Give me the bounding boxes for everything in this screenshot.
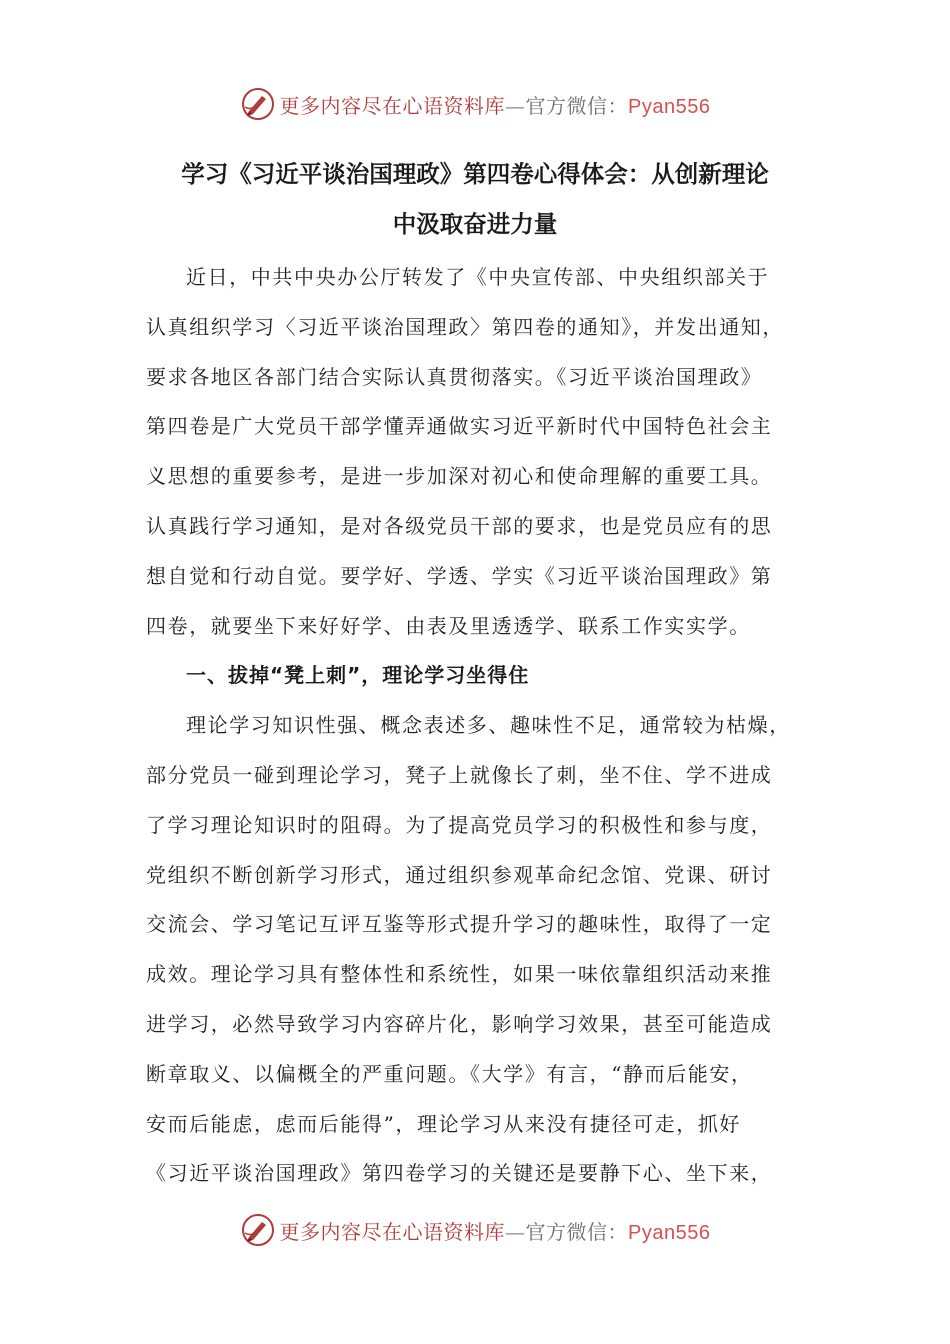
paragraph-line: 近日，中共中央办公厅转发了《中央宣传部、中央组织部关于 <box>186 265 770 289</box>
watermark-handle: Pyan556 <box>628 1221 711 1244</box>
watermark-brand: 更多内容尽在心语资料库 <box>279 1219 506 1244</box>
paragraph-line: 想自觉和行动自觉。要学好、学透、学实《习近平谈治国理政》第 <box>146 563 773 588</box>
paragraph-line: 认真践行学习通知，是对各级党员干部的要求，也是党员应有的思 <box>146 513 773 538</box>
document-title-line-1: 学习《习近平谈治国理政》第四卷心得体会：从创新理论 <box>181 160 769 188</box>
watermark-banner-bottom <box>0 1208 950 1252</box>
paragraph-line: 第四卷是广大党员干部学懂弄通做实习近平新时代中国特色社会主 <box>146 414 773 439</box>
pen-logo-icon <box>240 1212 276 1248</box>
paragraph-line: 进学习，必然导致学习内容碎片化，影响学习效果，甚至可能造成 <box>146 1011 773 1036</box>
watermark-text <box>280 1216 711 1245</box>
watermark-official-label: 官方微信： <box>525 1219 629 1244</box>
document-title-line-2: 中汲取奋进力量 <box>392 210 558 238</box>
paragraph-line: 成效。理论学习具有整体性和系统性，如果一味依靠组织活动来推 <box>146 962 773 987</box>
paragraph-line: 义思想的重要参考，是进一步加深对初心和使命理解的重要工具。 <box>146 464 773 489</box>
watermark-handle: Pyan556 <box>628 95 711 118</box>
watermark-official-label: 官方微信： <box>525 93 629 118</box>
document-body <box>146 253 826 1199</box>
paragraph-line: 党组织不断创新学习形式，通过组织参观革命纪念馆、党课、研讨 <box>146 862 773 887</box>
paragraph-line: 认真组织学习〈习近平谈治国理政〉第四卷的通知》，并发出通知， <box>146 314 784 339</box>
watermark-dash: — <box>505 93 526 118</box>
paragraph-line: 理论学习知识性强、概念表述多、趣味性不足，通常较为枯燥， <box>186 713 791 738</box>
paragraph-line: 四卷，就要坐下来好好学、由表及里透透学、联系工作实实学。 <box>146 613 751 638</box>
paragraph-line: 了学习理论知识时的阻碍。为了提高党员学习的积极性和参与度， <box>146 812 773 837</box>
section-heading: 一、拔掉“凳上刺”，理论学习坐得住 <box>186 663 530 688</box>
paragraph-line: 断章取义、以偏概全的严重问题。《大学》有言，“静而后能安， <box>146 1061 753 1086</box>
watermark-dash: — <box>505 1219 526 1244</box>
watermark-banner-top <box>0 82 950 126</box>
watermark-brand: 更多内容尽在心语资料库 <box>279 93 506 118</box>
pen-logo-icon <box>240 86 276 122</box>
paragraph-line: 要求各地区各部门结合实际认真贯彻落实。《习近平谈治国理政》 <box>146 364 763 389</box>
paragraph-line: 安而后能虑，虑而后能得”，理论学习从来没有捷径可走，抓好 <box>146 1111 742 1136</box>
watermark-text <box>280 90 711 119</box>
paragraph-line: 《习近平谈治国理政》第四卷学习的关键还是要静下心、坐下来， <box>146 1161 773 1186</box>
paragraph-line: 部分党员一碰到理论学习，凳子上就像长了刺，坐不住、学不进成 <box>146 762 773 787</box>
paragraph-line: 交流会、学习笔记互评互鉴等形式提升学习的趣味性，取得了一定 <box>146 912 773 937</box>
